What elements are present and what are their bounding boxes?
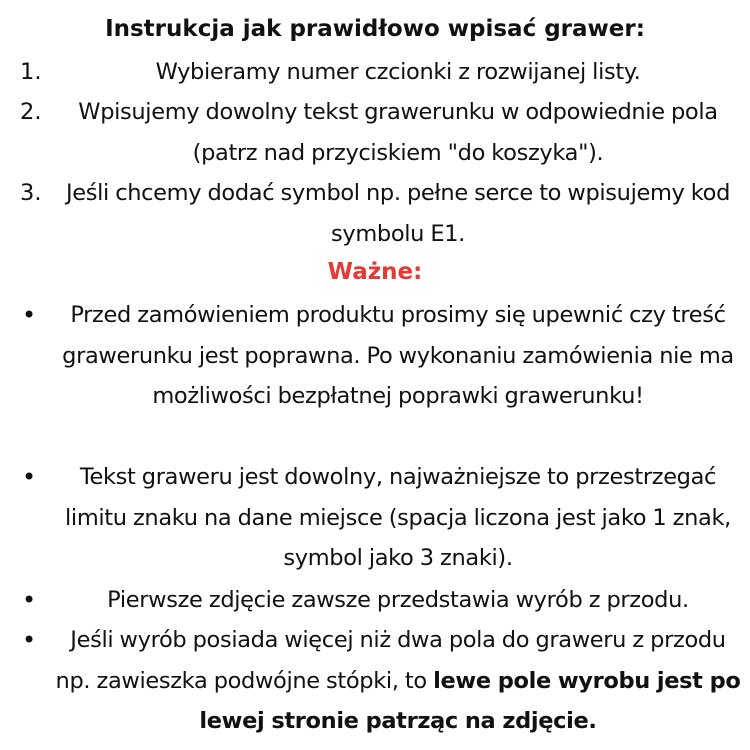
important-heading: Ważne:	[327, 259, 423, 285]
bullet-icon: •	[22, 463, 37, 491]
note-text: Tekst graweru jest dowolny, najważniejsze to przestrzegać limitu znaku na dane miejsce (spacja liczona jest jako 1 znak, symbol jako 3 znaki).	[65, 464, 731, 571]
step-text: Wybieramy numer czcionki z rozwijanej listy.	[155, 59, 641, 85]
step-text: Wpisujemy dowolny tekst grawerunku w odpowiednie pola (patrz nad przyciskiem "do koszyka").	[78, 99, 718, 166]
bullet-icon: •	[22, 586, 37, 614]
step-text: Jeśli chcemy dodać symbol np. pełne serce to wpisujemy kod symbolu E1.	[65, 180, 731, 247]
note-text-regular: Jeśli wyrób posiada więcej niż dwa pola do graweru z przodu np. zawieszka podwójne stópki, to	[55, 627, 726, 694]
note-item-2	[0, 457, 750, 571]
step-number: 2.	[20, 99, 42, 125]
note-text	[52, 620, 744, 742]
step-item-1	[0, 52, 750, 92]
note-text: Przed zamówieniem produktu prosimy się upewnić czy treść grawerunku jest poprawna. Po wykonaniu zamówienia nie ma możliwości bezpłatnej poprawki grawerunku!	[62, 302, 734, 409]
step-item-2	[0, 92, 750, 166]
note-item-1	[0, 295, 750, 409]
note-text-bold: lewe pole wyrobu jest po lewej stronie patrząc na zdjęcie.	[199, 667, 741, 734]
note-item-3	[0, 580, 750, 620]
note-text: Pierwsze zdjęcie zawsze przedstawia wyrób z przodu.	[107, 587, 689, 613]
note-item-4	[0, 620, 750, 734]
bullet-icon: •	[22, 626, 37, 654]
bullet-icon: •	[22, 301, 37, 329]
step-number: 1.	[20, 59, 42, 85]
step-item-3	[0, 173, 750, 247]
step-number: 3.	[20, 180, 42, 206]
instructions-title: Instrukcja jak prawidłowo wpisać grawer:	[105, 16, 645, 42]
